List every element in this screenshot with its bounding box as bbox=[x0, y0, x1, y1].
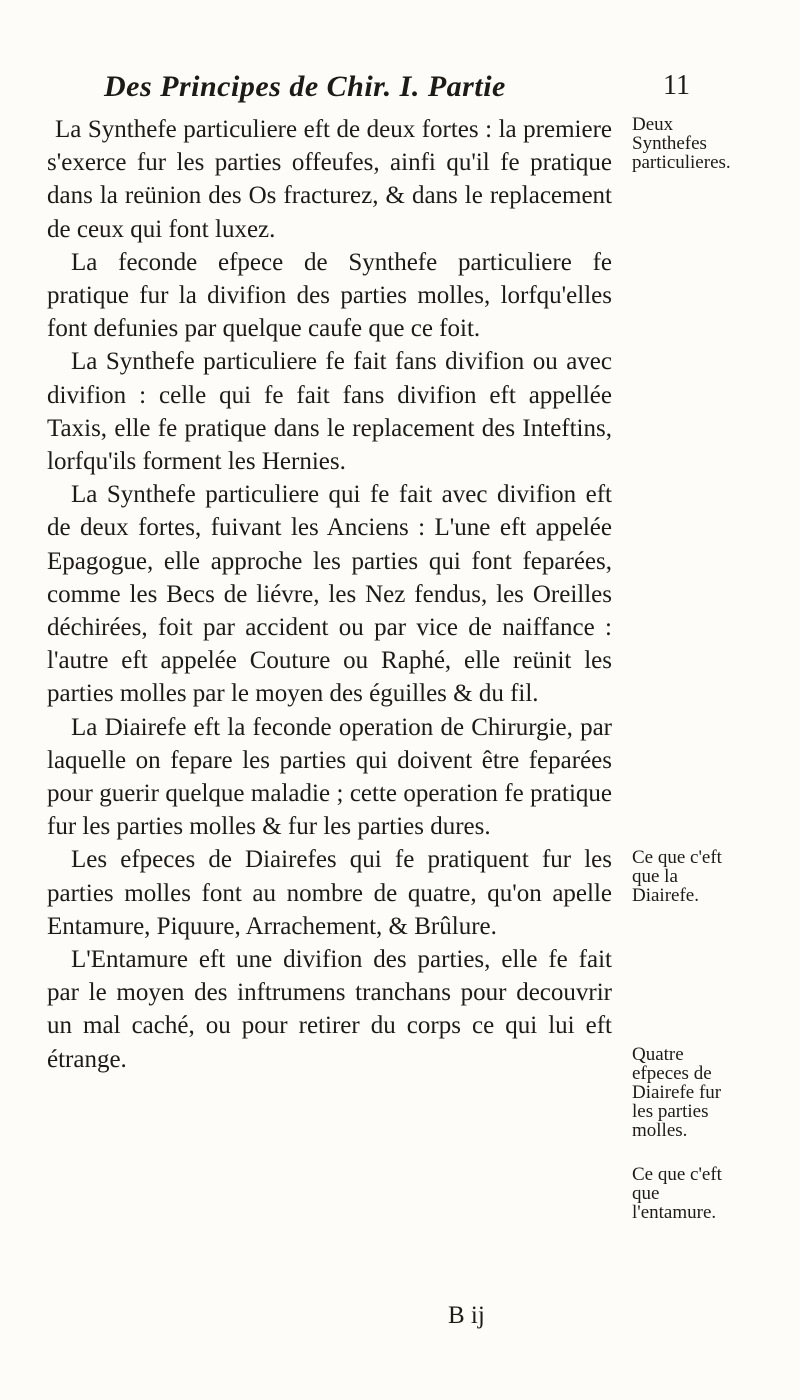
margin-note: Ce que c'eft que l'entamure. bbox=[632, 1164, 722, 1223]
page-number: 11 bbox=[663, 70, 690, 101]
page-header bbox=[92, 70, 690, 110]
paragraph: La Synthefe particuliere qui fe fait avec divifion eft de deux fortes, fuivant les Anciens : L'une eft appelée Epagogue, elle approche les parties qui font feparées, comme les Becs de liévre, les Nez fendus, les Oreilles déchirées, foit par accident ou par vice de naiffance : l'autre eft appelée Couture ou Raphé, elle reünit les parties molles par le moyen des éguilles & du fil. bbox=[47, 481, 612, 708]
margin-note: Quatre efpeces de Diairefe fur les parties molles. bbox=[632, 1044, 722, 1141]
paragraph: La Diairefe eft la feconde operation de Chirurgie, par laquelle on fepare les parties qui doivent être feparées pour guerir quelque maladie ; cette operation fe pratique fur les parties molles & fur les parties dures. bbox=[47, 713, 612, 841]
signature-mark: B ij bbox=[448, 1302, 485, 1329]
running-title: Des Principes de Chir. I. Partie bbox=[104, 70, 506, 103]
paragraph: La Synthefe particuliere fe fait fans divifion ou avec divifion : celle qui fe fait fans divifion eft appellée Taxis, elle fe pratique dans le replacement des Inteftins, lorfqu'ils forment les Hernies. bbox=[47, 348, 612, 476]
paragraph: La Synthefe particuliere eft de deux fortes : la premiere s'exerce fur les parties offeufes, ainfi qu'il fe pratique dans la reünion des Os fracturez, & dans le replacement de ceux qui font luxez. bbox=[47, 116, 612, 243]
paragraph: Les efpeces de Diairefes qui fe pratiquent fur les parties molles font au nombre de quatre, qu'on apelle Entamure, Piquure, Arrachement, & Brûlure. bbox=[47, 846, 612, 940]
paragraph: L'Entamure eft une divifion des parties, elle fe fait par le moyen des inftrumens tranchans pour decouvrir un mal caché, ou pour retirer du corps ce qui lui eft étrange. bbox=[47, 946, 612, 1073]
main-text bbox=[47, 113, 612, 1076]
margin-note: Ce que c'eft que la Diairefe. bbox=[632, 847, 722, 906]
margin-note: Deux Synthefes particulieres. bbox=[632, 114, 731, 173]
paragraph: La feconde efpece de Synthefe particuliere fe pratique fur la divifion des parties molles, lorfqu'elles font defunies par quelque caufe que ce foit. bbox=[47, 248, 612, 343]
